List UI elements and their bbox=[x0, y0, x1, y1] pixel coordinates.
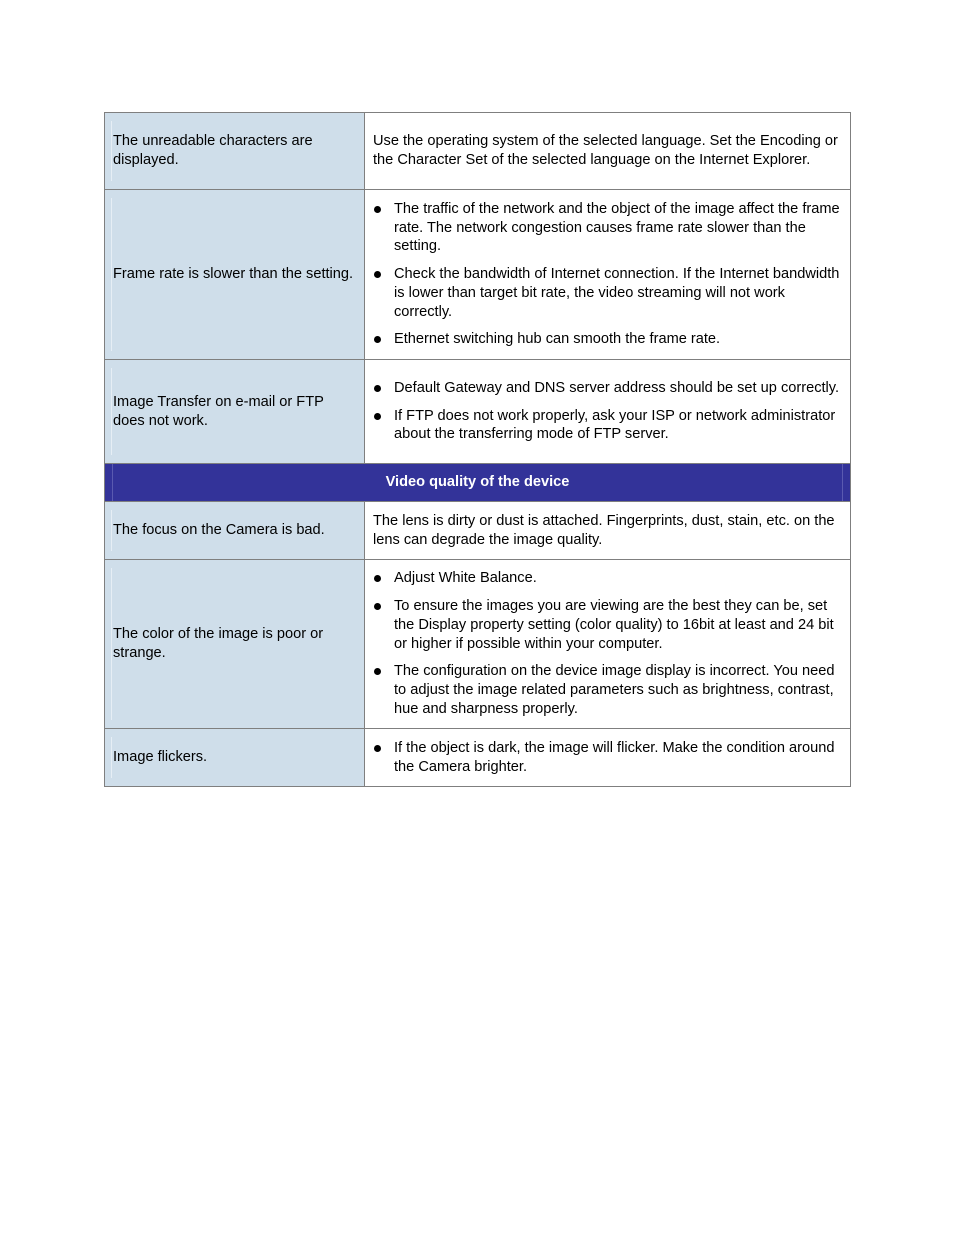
solution-cell bbox=[365, 560, 851, 729]
bullet-icon bbox=[374, 603, 381, 610]
solution-cell bbox=[365, 360, 851, 464]
bullet-text: Adjust White Balance. bbox=[394, 570, 537, 587]
list-item bbox=[373, 662, 842, 718]
bullet-icon bbox=[374, 413, 381, 420]
bullet-icon bbox=[374, 336, 381, 343]
solution-bullet-list bbox=[373, 379, 842, 444]
bullet-text: The configuration on the device image display is incorrect. You need to adjust the image related parameters such as brightness, contrast, hue and sharpness properly. bbox=[394, 663, 835, 717]
bullet-text: If FTP does not work properly, ask your ISP or network administrator about the transferring mode of FTP server. bbox=[394, 407, 836, 443]
bullet-text: Default Gateway and DNS server address should be set up correctly. bbox=[394, 379, 840, 396]
table-row bbox=[105, 360, 851, 464]
problem-cell: Image Transfer on e-mail or FTP does not work. bbox=[105, 360, 365, 464]
bullet-icon bbox=[374, 745, 381, 752]
table-row bbox=[105, 560, 851, 729]
bullet-icon bbox=[374, 385, 381, 392]
solution-cell: Use the operating system of the selected language. Set the Encoding or the Character Set of the selected language on the Internet Explorer. bbox=[365, 113, 851, 190]
solution-bullet-list bbox=[373, 569, 842, 719]
solution-cell: The lens is dirty or dust is attached. Fingerprints, dust, stain, etc. on the lens can degrade the image quality. bbox=[365, 502, 851, 560]
list-item bbox=[373, 200, 842, 256]
table-row bbox=[105, 729, 851, 787]
problem-cell: Frame rate is slower than the setting. bbox=[105, 190, 365, 360]
list-item bbox=[373, 330, 842, 349]
troubleshooting-table bbox=[104, 112, 851, 787]
bullet-text: Check the bandwidth of Internet connection. If the Internet bandwidth is lower than target bit rate, the video streaming will not work correctly. bbox=[394, 266, 840, 320]
solution-bullet-list bbox=[373, 739, 842, 777]
section-header: Video quality of the device bbox=[105, 464, 851, 502]
solution-cell bbox=[365, 190, 851, 360]
problem-cell: The focus on the Camera is bad. bbox=[105, 502, 365, 560]
list-item bbox=[373, 597, 842, 653]
bullet-icon bbox=[374, 206, 381, 213]
bullet-text: If the object is dark, the image will flicker. Make the condition around the Camera brighter. bbox=[394, 739, 835, 775]
list-item bbox=[373, 407, 842, 445]
table-row bbox=[105, 502, 851, 560]
table-row bbox=[105, 113, 851, 190]
list-item bbox=[373, 379, 842, 398]
bullet-text: The traffic of the network and the object of the image affect the frame rate. The network congestion causes frame rate slower than the setting. bbox=[394, 200, 840, 255]
solution-bullet-list bbox=[373, 200, 842, 350]
problem-cell: The unreadable characters are displayed. bbox=[105, 113, 365, 190]
problem-cell: The color of the image is poor or strange. bbox=[105, 560, 365, 729]
bullet-icon bbox=[374, 271, 381, 278]
solution-cell bbox=[365, 729, 851, 787]
list-item bbox=[373, 739, 842, 777]
bullet-icon bbox=[374, 575, 381, 582]
bullet-text: To ensure the images you are viewing are the best they can be, set the Display property setting (color quality) to 16bit at least and 24 bit or higher if possible within your computer. bbox=[394, 598, 834, 652]
problem-cell: Image flickers. bbox=[105, 729, 365, 787]
list-item bbox=[373, 569, 842, 588]
bullet-text: Ethernet switching hub can smooth the frame rate. bbox=[394, 331, 721, 348]
bullet-icon bbox=[374, 668, 381, 675]
list-item bbox=[373, 265, 842, 321]
table-row bbox=[105, 190, 851, 360]
section-header-row bbox=[105, 464, 851, 502]
